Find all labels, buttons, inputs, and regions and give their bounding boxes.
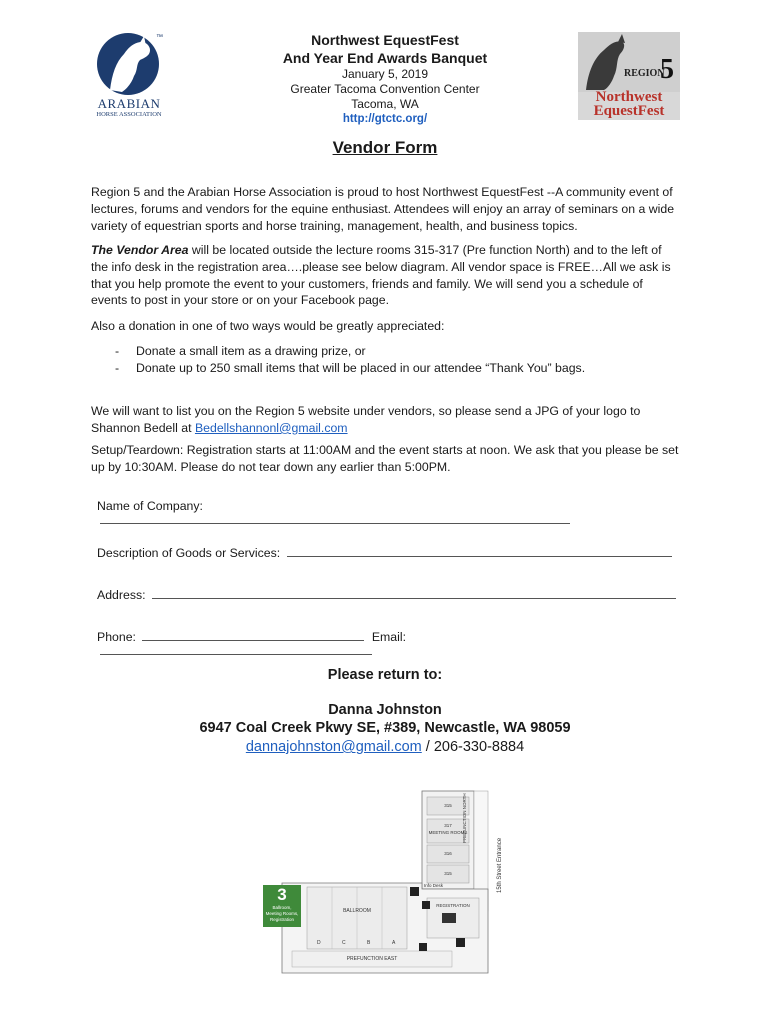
arabian-horse-association-logo	[88, 30, 170, 122]
entrance-label: 15th Street Entrance	[497, 837, 503, 893]
event-title-line1: Northwest EquestFest	[311, 32, 459, 48]
level-caption: Ballroom, Meeting Rooms, Registration	[265, 905, 299, 922]
description-field	[97, 546, 679, 560]
address-field	[97, 588, 679, 602]
phone-input[interactable]	[142, 630, 364, 641]
return-heading: Please return to:	[327, 667, 443, 683]
list-item	[111, 343, 681, 360]
prefunction-north-label: PREFUNCTION NORTH	[462, 793, 467, 843]
event-title-line2: And Year End Awards Banquet	[282, 50, 488, 66]
info-desk-label: Info Desk	[424, 883, 444, 888]
form-title: Vendor Form	[332, 138, 438, 157]
return-name: Danna Johnston	[328, 702, 442, 718]
ballroom-letter: D	[317, 940, 321, 946]
intro-paragraph: Region 5 and the Arabian Horse Association is proud to host Northwest EquestFest --A community event of lectures, forums and vendors for the equine enthusiast. Attendees will enjoy an array of seminars on a wide variety of equestrian sports and horse training, management, health, and business topics.	[91, 185, 675, 233]
prefunction-east-label: PREFUNCTION EAST	[346, 956, 398, 962]
website-text: We will want to list you on the Region 5 website under vendors, so please send a JPG of your logo to Shannon Bedell at	[91, 404, 641, 435]
company-label: Name of Company:	[97, 499, 203, 513]
donation-paragraph: Also a donation in one of two ways would be greatly appreciated:	[91, 319, 445, 333]
bullet-text: Donate up to 250 small items that will be placed in our attendee “Thank You” bags.	[136, 360, 586, 375]
event-city: Tacoma, WA	[351, 97, 419, 111]
setup-paragraph: Setup/Teardown: Registration starts at 11:00AM and the event starts at noon. We ask that you please be set up by 10:30AM. Please do not tear down any earlier than 5:00PM.	[91, 443, 679, 474]
region-badge	[624, 56, 676, 88]
vendor-area-paragraph	[91, 242, 681, 309]
phone-label: Phone:	[97, 630, 136, 644]
return-phone: / 206-330-8884	[421, 739, 525, 755]
email-label: Email:	[371, 630, 406, 644]
trademark-mark: ™	[156, 34, 163, 41]
email-input[interactable]	[100, 644, 372, 655]
website-paragraph	[91, 403, 681, 437]
room-label: 315	[444, 803, 452, 808]
logo-text-northwest: Northwest	[595, 89, 663, 105]
vendor-area-lead: The Vendor Area	[91, 243, 189, 257]
description-input[interactable]	[287, 546, 672, 557]
donation-list	[111, 343, 681, 377]
ballroom-letter: A	[392, 940, 396, 946]
contact-field	[97, 630, 683, 658]
room-label: 317	[444, 823, 452, 828]
company-field	[97, 499, 679, 527]
bullet-marker: -	[115, 344, 120, 358]
region-label: REGION	[624, 68, 665, 79]
company-input[interactable]	[100, 513, 570, 524]
logo-text-equestfest: EquestFest	[593, 103, 665, 119]
ballroom-label: BALLROOM	[343, 908, 371, 914]
floor-plan-outline	[262, 783, 522, 978]
ballroom-letter: C	[342, 940, 346, 946]
description-label: Description of Goods or Services:	[97, 546, 281, 560]
registration-label: REGISTRATION	[436, 903, 470, 908]
address-label: Address:	[97, 588, 146, 602]
floor-plan-map	[262, 783, 522, 978]
room-label: 316	[444, 851, 452, 856]
address-input[interactable]	[152, 588, 676, 599]
ballroom-letter: B	[367, 940, 371, 946]
return-address: 6947 Coal Creek Pkwy SE, #389, Newcastle, WA 98059	[199, 720, 571, 736]
logo-text-horse-association: HORSE ASSOCIATION	[96, 111, 162, 118]
northwest-equestfest-logo	[578, 32, 680, 120]
event-date: January 5, 2019	[341, 67, 429, 81]
return-contact	[135, 739, 635, 755]
level-3-badge	[263, 885, 301, 927]
venue-url-link[interactable]: http://gtctc.org/	[342, 113, 428, 125]
vendor-area-text: will be located outside the lecture rooms 315-317 (Pre function North) and to the left of the info desk in the registration area….please see below diagram. All vendor space is FREE…All we ask is that you help promote the event to your customers, friends and family. We will send you a schedule of events to post in your store or on your Facebook page.	[91, 243, 671, 308]
room-label: MEETING ROOMS	[428, 830, 468, 835]
shannon-email-link[interactable]: Bedellshannonl@gmail.com	[194, 420, 348, 435]
room-label: 315	[444, 871, 452, 876]
event-venue: Greater Tacoma Convention Center	[290, 82, 480, 96]
bullet-marker: -	[115, 360, 120, 375]
level-number: 3	[277, 885, 287, 904]
region-number: 5	[660, 54, 674, 85]
list-item	[111, 360, 681, 377]
logo-text-arabian: ARABIAN	[97, 96, 161, 111]
bullet-text: Donate a small item as a drawing prize, or	[136, 344, 366, 358]
danna-email-link[interactable]: dannajohnston@gmail.com	[245, 739, 422, 755]
